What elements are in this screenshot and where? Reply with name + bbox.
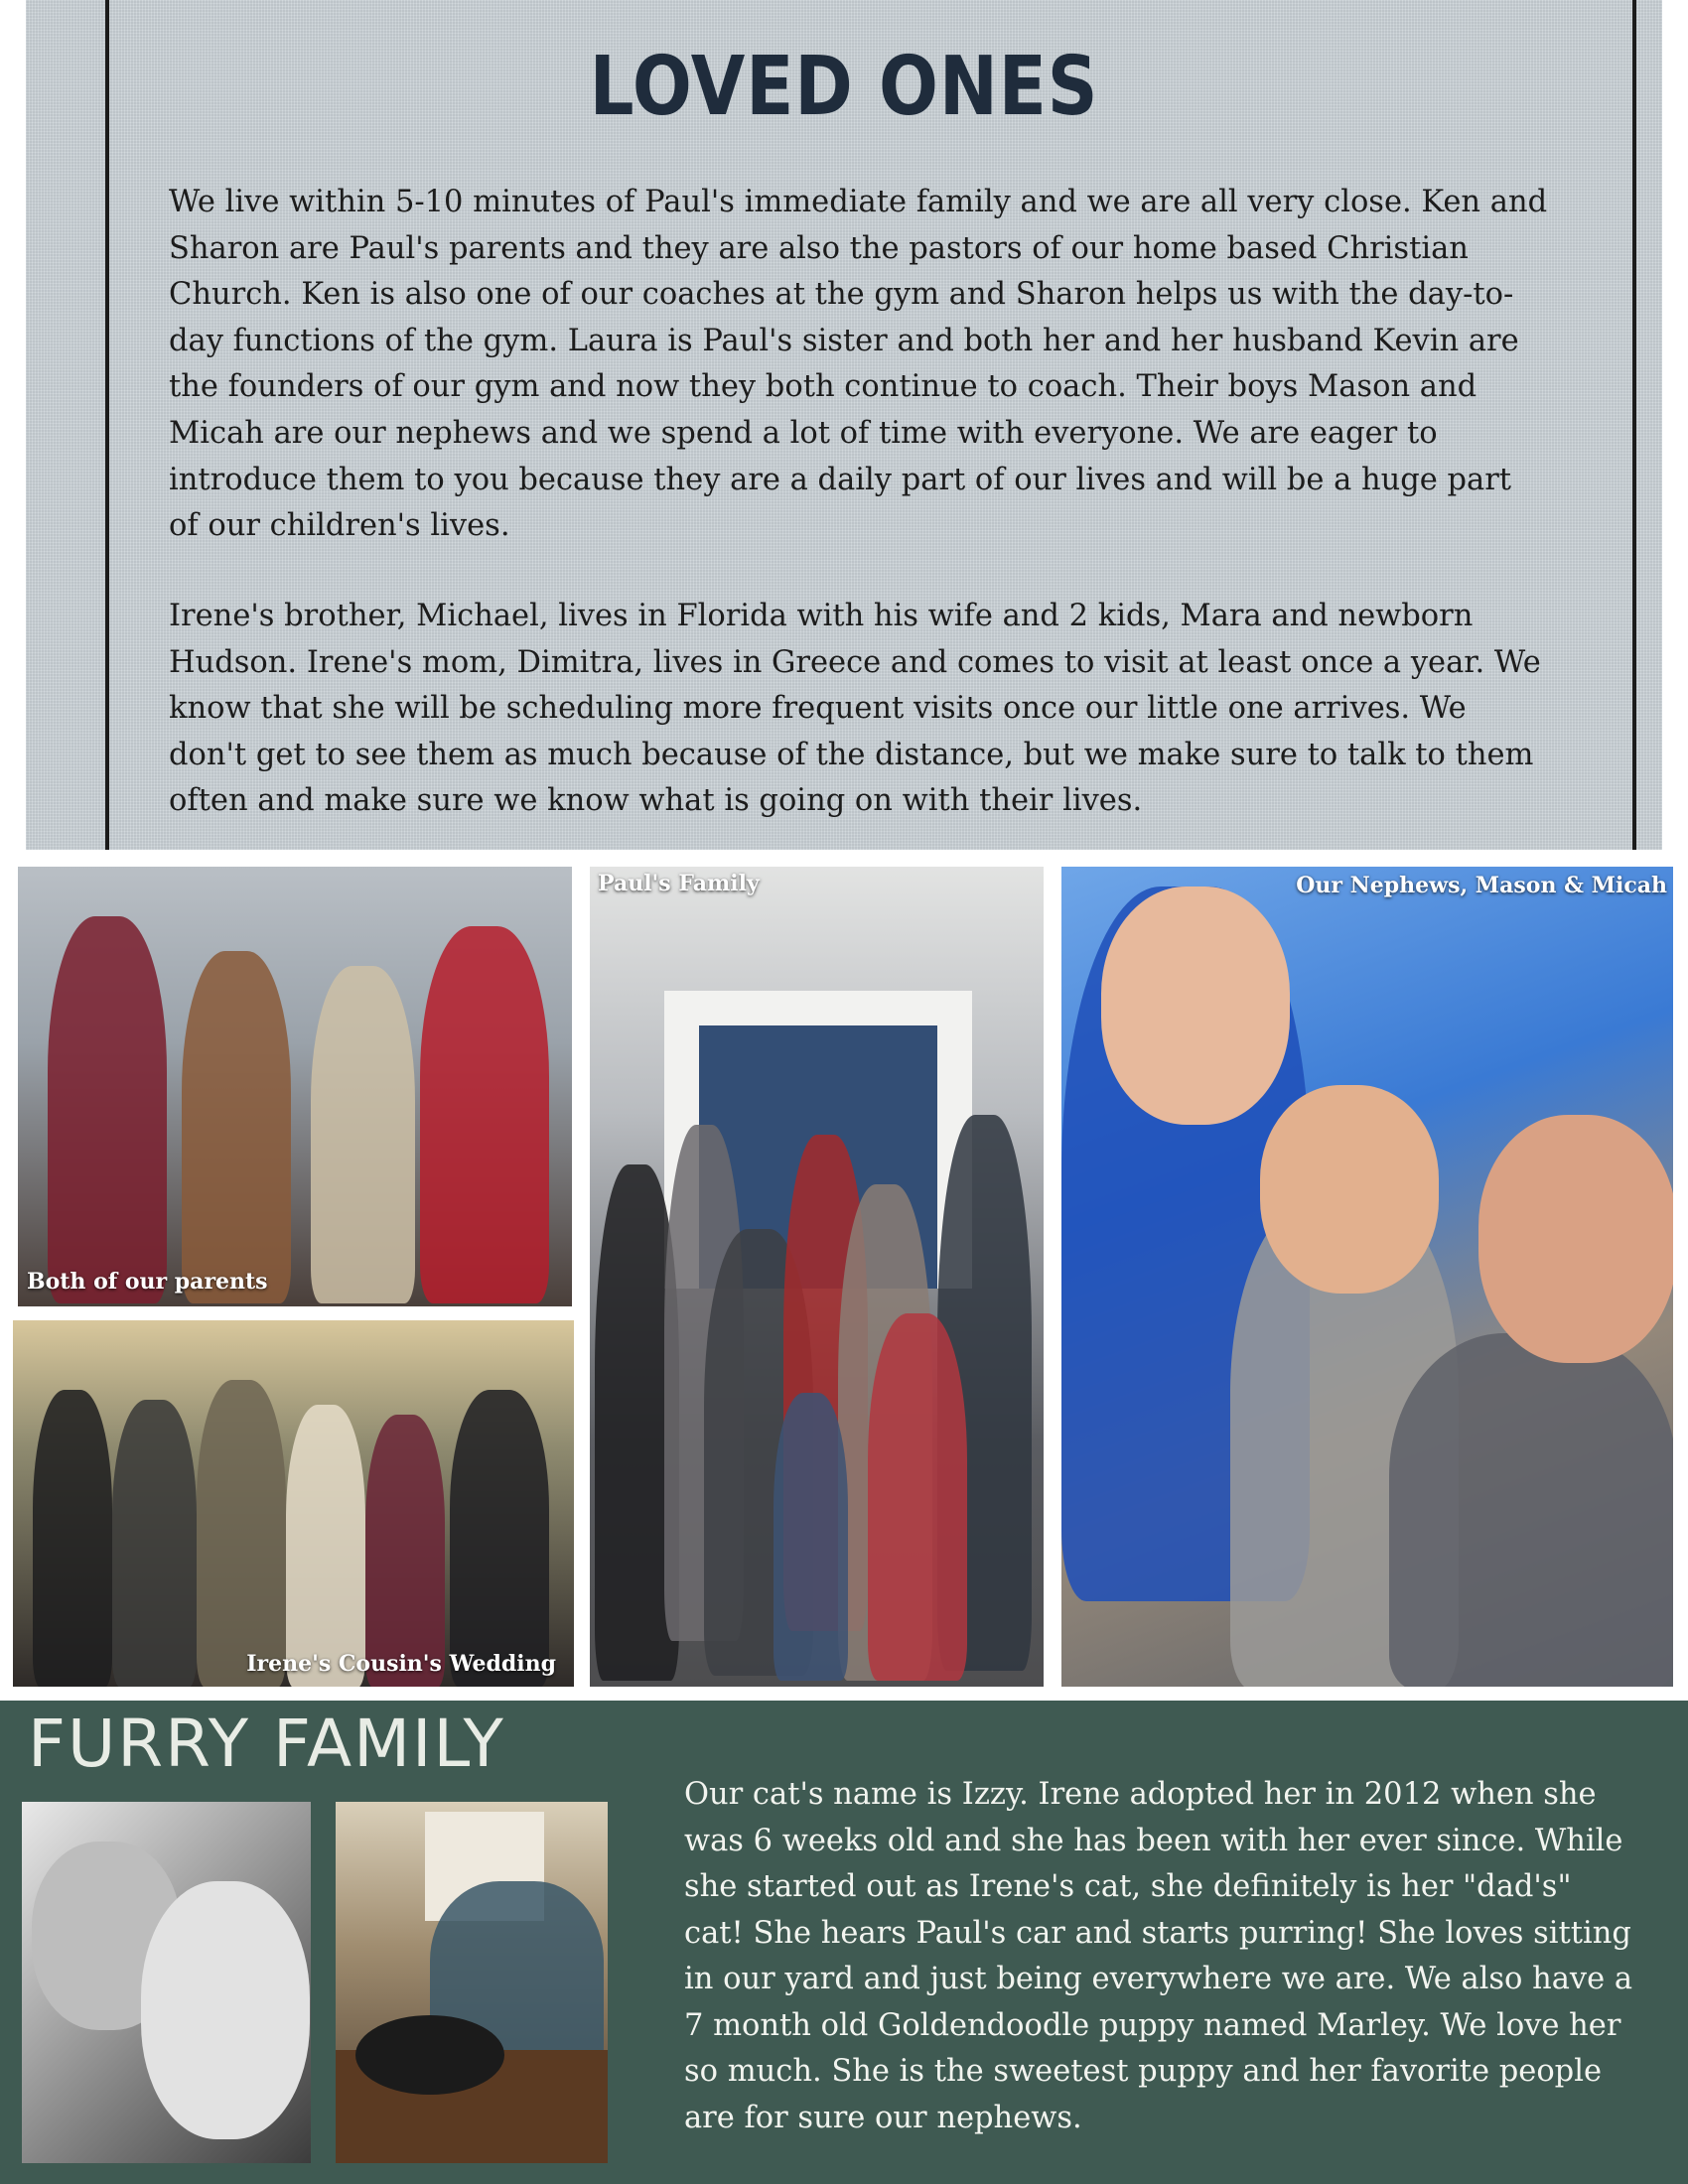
izzy-photo [336,1802,608,2163]
person-figure [48,916,167,1303]
nephews-photo [1061,867,1673,1687]
person-figure [286,1405,365,1687]
parents-photo [18,867,572,1306]
furry-family-paragraph: Our cat's name is Izzy. Irene adopted her in 2012 when she was 6 weeks old and she has been with her ever since. While she started out as Irene's cat, she definitely is her "dad's" cat! She hears Paul's car and starts purring! She loves sitting in our yard and just being everywhere we are. We also have a 7 month old Goldendoodle puppy named Marley. We love her so much. She is the sweetest puppy and her favorite people are for sure our nephews. [684,1777,1633,2135]
person-figure [868,1313,967,1681]
furry-family-title: FURRY FAMILY [28,1706,505,1782]
person-figure [365,1415,445,1687]
left-border-rule [105,0,109,850]
person-figure [774,1393,848,1681]
person-figure [197,1380,286,1687]
pauls-family-photo [590,867,1044,1687]
boy-face [1260,1085,1439,1294]
right-border-rule [1632,0,1636,850]
person-figure [33,1390,112,1687]
woman-face [1478,1115,1673,1363]
cat-figure [355,2015,504,2095]
loved-ones-paragraph-2: Irene's brother, Michael, lives in Florida with his wife and 2 kids, Mara and newborn Hudson. Irene's mom, Dimitra, lives in Greece and comes to visit at least once a year. We know that she will be scheduling more frequent visits once our little one arrives. We don't get to see them as much because of the distance, but we make sure to talk to them often and make sure we know what is going on with their lives. [169,599,1541,819]
wedding-caption: Irene's Cousin's Wedding [246,1651,556,1677]
nephews-caption: Our Nephews, Mason & Micah [1296,873,1667,898]
person-figure [311,966,415,1303]
person-figure [1389,1333,1673,1687]
loved-ones-title: LOVED ONES [589,40,1099,134]
person-figure [420,926,549,1303]
person-figure [450,1390,549,1687]
wedding-photo [13,1320,574,1687]
person-figure [182,951,291,1303]
boy-face [1101,887,1290,1125]
pauls-family-caption: Paul's Family [598,871,760,896]
marley-photo [22,1802,311,2163]
puppy-figure [141,1881,310,2139]
loved-ones-paragraph-1: We live within 5-10 minutes of Paul's immediate family and we are all very close. Ken and Sharon are Paul's parents and they are also the pastors of our home based Christian Church. Ken is also one of our coaches at the gym and Sharon helps us with the day-to-day functions of the gym. Laura is Paul's sister and both her and her husband Kevin are the founders of our gym and now they both continue to coach. Their boys Mason and Micah are our nephews and we spend a lot of time with everyone. We are eager to introduce them to you because they are a daily part of our lives and will be a huge part of our children's lives. [169,185,1548,544]
person-figure [112,1400,197,1687]
parents-caption: Both of our parents [27,1269,268,1295]
